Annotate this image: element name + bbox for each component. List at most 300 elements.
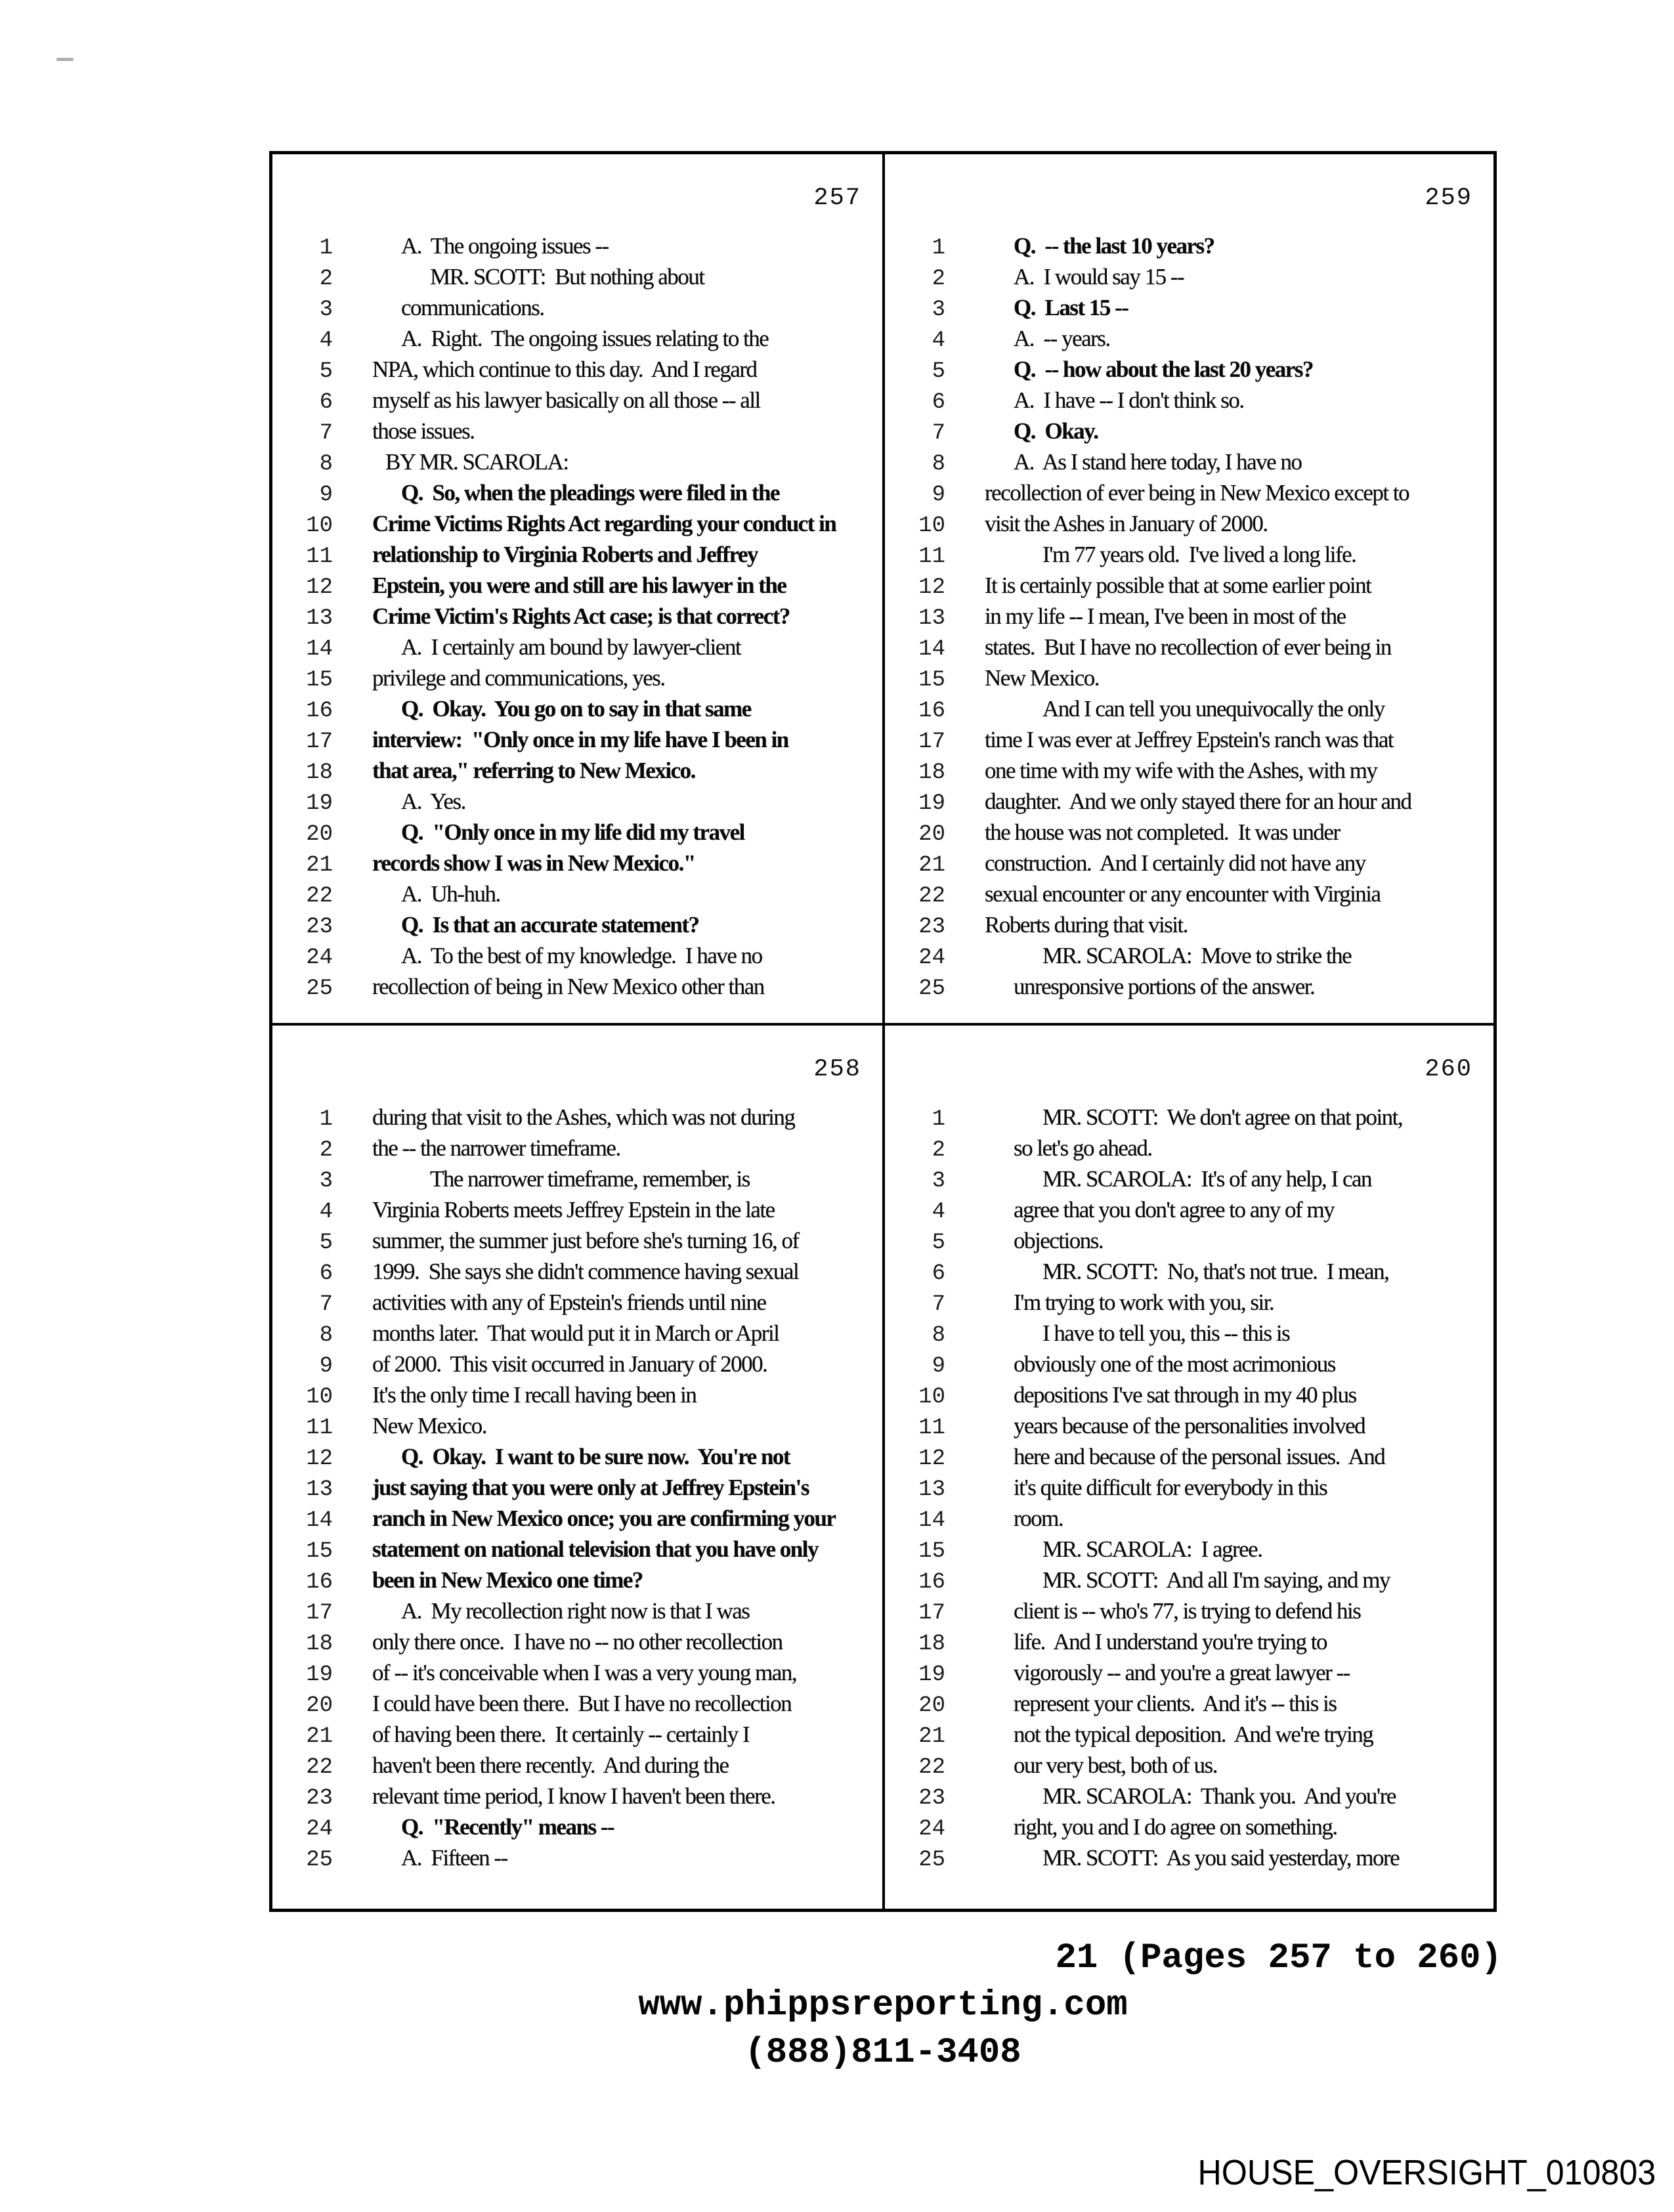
transcript-line [885, 1752, 1493, 1783]
transcript-line [272, 850, 882, 881]
line-text: Crime Victim's Rights Act case; is that correct? [372, 603, 790, 629]
line-text: It is certainly possible that at some earlier point [985, 573, 1371, 598]
line-text: A. Yes. [401, 789, 465, 814]
line-text: obviously one of the most acrimonious [1014, 1351, 1335, 1377]
line-text: A. -- years. [1014, 326, 1110, 351]
transcript-line [885, 1814, 1493, 1845]
line-number: 8 [932, 452, 945, 477]
transcript-line [272, 264, 882, 295]
line-text: I could have been there. But I have no recollection [372, 1691, 792, 1716]
transcript-line [272, 1382, 882, 1413]
line-text: MR. SCOTT: No, that's not true. I mean, [1042, 1259, 1389, 1284]
line-number: 24 [306, 945, 333, 970]
transcript-line [272, 1845, 882, 1876]
transcript-line [885, 1629, 1493, 1660]
line-number: 13 [306, 1477, 333, 1502]
scan-artifact-mark [56, 58, 74, 61]
transcript-line [885, 1382, 1493, 1413]
line-text: I'm 77 years old. I've lived a long life. [1042, 542, 1356, 567]
line-text: Epstein, you were and still are his lawyer in the [372, 573, 786, 598]
line-text: MR. SCOTT: And all I'm saying, and my [1042, 1567, 1390, 1593]
transcript-line [885, 696, 1493, 727]
transcript-line [885, 1197, 1493, 1228]
line-number: 23 [918, 915, 945, 940]
line-number: 11 [918, 1416, 945, 1441]
transcript-line [885, 727, 1493, 758]
transcript-line [885, 1845, 1493, 1876]
transcript-line [885, 850, 1493, 881]
transcript-line [272, 1783, 882, 1814]
line-number: 17 [918, 1601, 945, 1626]
transcript-line [272, 974, 882, 1005]
line-number: 9 [932, 1354, 945, 1379]
line-number: 1 [319, 1107, 333, 1132]
line-text: of having been there. It certainly -- certainly I [372, 1722, 750, 1747]
line-number: 25 [918, 1848, 945, 1873]
line-text: here and because of the personal issues. And [1014, 1444, 1385, 1469]
line-text: Q. "Recently" means -- [401, 1814, 614, 1840]
transcript-four-up-grid [269, 151, 1497, 1912]
transcript-line [272, 1691, 882, 1722]
line-text: records show I was in New Mexico." [372, 850, 695, 876]
transcript-line [272, 326, 882, 357]
line-text: A. To the best of my knowledge. I have no [401, 943, 762, 968]
transcript-line [885, 1228, 1493, 1259]
line-number: 7 [319, 1292, 333, 1317]
line-number: 5 [932, 1230, 945, 1255]
line-number: 2 [932, 1138, 945, 1163]
line-number: 10 [306, 1385, 333, 1410]
line-text: A. I have -- I don't think so. [1014, 387, 1244, 413]
line-number: 16 [918, 1570, 945, 1595]
line-text: states. But I have no recollection of ever being in [985, 634, 1391, 660]
line-text: vigorously -- and you're a great lawyer -- [1014, 1660, 1350, 1685]
transcript-line [885, 264, 1493, 295]
line-text: A. Right. The ongoing issues relating to the [401, 326, 769, 351]
line-text: Q. -- how about the last 20 years? [1014, 357, 1313, 382]
transcript-line [272, 573, 882, 603]
line-number: 7 [932, 1292, 945, 1317]
bates-stamp: HOUSE_OVERSIGHT_010803 [1197, 2153, 1656, 2192]
line-number: 10 [918, 1385, 945, 1410]
transcript-line [885, 758, 1493, 789]
line-number: 20 [306, 822, 333, 847]
line-number: 24 [306, 1817, 333, 1842]
transcript-line [885, 326, 1493, 357]
line-text: client is -- who's 77, is trying to defend his [1014, 1598, 1361, 1624]
transcript-line [272, 1259, 882, 1290]
line-number: 12 [918, 575, 945, 600]
line-number: 3 [932, 1169, 945, 1194]
line-text: Q. -- the last 10 years? [1014, 233, 1214, 259]
line-number: 1 [932, 1107, 945, 1132]
transcript-line [885, 819, 1493, 850]
page-lines [885, 1104, 1493, 1876]
line-number: 6 [932, 390, 945, 415]
transcript-line [885, 480, 1493, 511]
line-text: so let's go ahead. [1014, 1135, 1152, 1161]
line-text: New Mexico. [372, 1413, 487, 1439]
line-number: 12 [918, 1446, 945, 1471]
footer-page-range: 21 (Pages 257 to 260) [1055, 1938, 1502, 1978]
transcript-line [272, 1228, 882, 1259]
line-number: 19 [918, 791, 945, 816]
line-text: MR. SCAROLA: It's of any help, I can [1042, 1166, 1372, 1192]
line-number: 24 [918, 945, 945, 970]
line-text: the -- the narrower timeframe. [372, 1135, 620, 1161]
transcript-line [272, 511, 882, 542]
transcript-line [885, 233, 1493, 264]
line-number: 2 [319, 1138, 333, 1163]
line-text: years because of the personalities involved [1014, 1413, 1365, 1439]
line-text: privilege and communications, yes. [372, 665, 665, 691]
transcript-line [272, 1567, 882, 1598]
transcript-line [885, 974, 1493, 1005]
line-number: 17 [306, 1601, 333, 1626]
line-number: 21 [306, 1724, 333, 1749]
page-lines [272, 233, 882, 1005]
line-number: 20 [918, 1693, 945, 1718]
page-lines [272, 1104, 882, 1876]
line-number: 19 [918, 1662, 945, 1687]
line-text: in my life -- I mean, I've been in most of the [985, 603, 1346, 629]
line-number: 4 [932, 1200, 945, 1225]
line-text: MR. SCAROLA: Thank you. And you're [1042, 1783, 1396, 1809]
line-text: during that visit to the Ashes, which was not during [372, 1104, 795, 1130]
line-text: Q. "Only once in my life did my travel [401, 819, 744, 845]
line-text: recollection of ever being in New Mexico except to [985, 480, 1409, 506]
line-text: life. And I understand you're trying to [1014, 1629, 1327, 1655]
line-text: MR. SCOTT: We don't agree on that point, [1042, 1104, 1403, 1130]
line-text: It's the only time I recall having been in [372, 1382, 697, 1408]
line-text: Q. Okay. You go on to say in that same [401, 696, 751, 722]
line-text: relationship to Virginia Roberts and Jeffrey [372, 542, 758, 567]
transcript-line [885, 1536, 1493, 1567]
transcript-line [885, 542, 1493, 573]
transcript-page-257 [272, 154, 885, 1026]
line-number: 22 [918, 1755, 945, 1780]
line-text: A. I would say 15 -- [1014, 264, 1184, 290]
line-number: 9 [319, 1354, 333, 1379]
transcript-line [885, 1320, 1493, 1351]
line-number: 14 [306, 637, 333, 662]
line-number: 4 [319, 1200, 333, 1225]
line-number: 21 [918, 1724, 945, 1749]
line-text: activities with any of Epstein's friends until nine [372, 1290, 766, 1315]
line-number: 18 [918, 760, 945, 785]
line-number: 22 [306, 1755, 333, 1780]
transcript-line [272, 665, 882, 696]
transcript-line [885, 1259, 1493, 1290]
transcript-line [272, 943, 882, 974]
transcript-line [272, 1166, 882, 1197]
line-number: 15 [306, 1539, 333, 1564]
line-text: Q. Is that an accurate statement? [401, 912, 699, 938]
line-number: 15 [306, 668, 333, 693]
transcript-line [885, 943, 1493, 974]
line-number: 16 [918, 699, 945, 724]
transcript-line [885, 665, 1493, 696]
line-text: of 2000. This visit occurred in January of 2000. [372, 1351, 767, 1377]
line-number: 4 [319, 328, 333, 353]
line-number: 4 [932, 328, 945, 353]
transcript-line [272, 295, 882, 326]
line-number: 19 [306, 791, 333, 816]
transcript-line [272, 1660, 882, 1691]
line-text: objections. [1014, 1228, 1104, 1253]
line-number: 14 [918, 1508, 945, 1533]
line-number: 14 [306, 1508, 333, 1533]
line-number: 3 [319, 1169, 333, 1194]
line-number: 9 [319, 483, 333, 508]
line-number: 18 [306, 1632, 333, 1657]
line-text: I have to tell you, this -- this is [1042, 1320, 1290, 1346]
transcript-line [885, 1783, 1493, 1814]
transcript-line [885, 881, 1493, 912]
line-text: not the typical deposition. And we're trying [1014, 1722, 1373, 1747]
line-number: 12 [306, 575, 333, 600]
transcript-line [272, 480, 882, 511]
transcript-line [272, 696, 882, 727]
line-number: 23 [306, 1786, 333, 1811]
line-text: interview: "Only once in my life have I been in [372, 727, 788, 752]
line-text: agree that you don't agree to any of my [1014, 1197, 1335, 1223]
transcript-line [885, 1166, 1493, 1197]
line-number: 20 [918, 822, 945, 847]
line-number: 21 [918, 853, 945, 878]
line-text: time I was ever at Jeffrey Epstein's ranch was that [985, 727, 1394, 752]
line-number: 18 [306, 760, 333, 785]
line-text: unresponsive portions of the answer. [1014, 974, 1315, 999]
transcript-line [885, 1290, 1493, 1320]
transcript-line [885, 1660, 1493, 1691]
transcript-line [272, 1197, 882, 1228]
line-text: NPA, which continue to this day. And I regard [372, 357, 757, 382]
page-number: 259 [1425, 184, 1472, 212]
transcript-line [885, 912, 1493, 943]
transcript-line [272, 357, 882, 387]
transcript-line [272, 819, 882, 850]
line-text: statement on national television that you have only [372, 1536, 818, 1562]
page-number: 258 [813, 1056, 861, 1083]
transcript-line [885, 1722, 1493, 1752]
line-number: 10 [306, 513, 333, 538]
line-text: Q. Last 15 -- [1014, 295, 1128, 320]
line-text: Virginia Roberts meets Jeffrey Epstein in the late [372, 1197, 775, 1223]
line-text: A. I certainly am bound by lawyer-client [401, 634, 741, 660]
line-text: 1999. She says she didn't commence having sexual [372, 1259, 799, 1284]
line-text: The narrower timeframe, remember, is [430, 1166, 750, 1192]
transcript-line [885, 1135, 1493, 1166]
line-number: 3 [319, 297, 333, 322]
transcript-line [272, 1722, 882, 1752]
line-text: that area," referring to New Mexico. [372, 758, 695, 783]
line-text: the house was not completed. It was under [985, 819, 1340, 845]
line-text: communications. [401, 295, 544, 320]
line-text: BY MR. SCAROLA: [385, 449, 569, 475]
line-text: And I can tell you unequivocally the only [1042, 696, 1384, 722]
line-number: 18 [918, 1632, 945, 1657]
transcript-line [885, 418, 1493, 449]
transcript-line [885, 634, 1493, 665]
line-number: 22 [306, 884, 333, 909]
line-text: been in New Mexico one time? [372, 1567, 643, 1593]
line-number: 2 [932, 267, 945, 292]
line-text: A. As I stand here today, I have no [1014, 449, 1302, 475]
transcript-line [885, 1413, 1493, 1444]
line-number: 8 [319, 452, 333, 477]
transcript-line [272, 1506, 882, 1536]
page-number: 257 [813, 184, 861, 212]
line-text: haven't been there recently. And during the [372, 1752, 729, 1778]
line-number: 6 [319, 390, 333, 415]
transcript-line [885, 449, 1493, 480]
line-text: New Mexico. [985, 665, 1100, 691]
line-number: 13 [306, 606, 333, 631]
transcript-line [885, 1104, 1493, 1135]
line-number: 11 [918, 544, 945, 569]
transcript-line [272, 789, 882, 819]
line-text: A. Uh-huh. [401, 881, 500, 907]
transcript-line [272, 1413, 882, 1444]
transcript-line [885, 1351, 1493, 1382]
transcript-line [272, 727, 882, 758]
transcript-line [885, 511, 1493, 542]
transcript-line [885, 603, 1493, 634]
transcript-line [272, 418, 882, 449]
transcript-line [272, 881, 882, 912]
line-number: 11 [306, 1416, 333, 1441]
line-number: 13 [918, 606, 945, 631]
line-text: MR. SCOTT: But nothing about [430, 264, 704, 290]
transcript-line [885, 295, 1493, 326]
transcript-page-258 [272, 1026, 885, 1909]
line-text: room. [1014, 1506, 1063, 1531]
line-number: 3 [932, 297, 945, 322]
line-number: 20 [306, 1693, 333, 1718]
line-number: 13 [918, 1477, 945, 1502]
transcript-line [272, 1475, 882, 1506]
line-text: one time with my wife with the Ashes, with my [985, 758, 1377, 783]
line-number: 8 [932, 1323, 945, 1348]
transcript-page-259 [885, 154, 1493, 1026]
transcript-line [885, 1567, 1493, 1598]
transcript-page-260 [885, 1026, 1493, 1909]
line-number: 24 [918, 1817, 945, 1842]
transcript-line [885, 1444, 1493, 1475]
line-text: Roberts during that visit. [985, 912, 1188, 938]
line-text: Q. Okay. [1014, 418, 1098, 444]
page-lines [885, 233, 1493, 1005]
reporting-phone: (888)811-3408 [744, 2033, 1021, 2073]
line-text: our very best, both of us. [1014, 1752, 1217, 1778]
line-number: 25 [306, 976, 333, 1001]
line-text: of -- it's conceivable when I was a very young man, [372, 1660, 797, 1685]
line-number: 5 [319, 1230, 333, 1255]
line-text: summer, the summer just before she's turning 16, of [372, 1228, 799, 1253]
line-text: only there once. I have no -- no other recollection [372, 1629, 783, 1655]
line-number: 9 [932, 483, 945, 508]
line-text: A. My recollection right now is that I was [401, 1598, 750, 1624]
line-text: MR. SCAROLA: Move to strike the [1042, 943, 1352, 968]
line-text: I'm trying to work with you, sir. [1014, 1290, 1274, 1315]
line-number: 17 [306, 729, 333, 754]
reporting-website: www.phippsreporting.com [638, 1985, 1128, 2026]
transcript-line [885, 1506, 1493, 1536]
transcript-line [272, 1104, 882, 1135]
line-number: 17 [918, 729, 945, 754]
transcript-line [272, 634, 882, 665]
line-number: 21 [306, 853, 333, 878]
line-number: 15 [918, 668, 945, 693]
transcript-line [272, 1351, 882, 1382]
line-text: represent your clients. And it's -- this is [1014, 1691, 1337, 1716]
line-text: Crime Victims Rights Act regarding your conduct in [372, 511, 836, 536]
line-text: recollection of being in New Mexico other than [372, 974, 764, 999]
line-text: it's quite difficult for everybody in this [1014, 1475, 1327, 1500]
transcript-line [272, 1598, 882, 1629]
line-number: 7 [932, 421, 945, 446]
line-text: sexual encounter or any encounter with Virginia [985, 881, 1381, 907]
line-text: daughter. And we only stayed there for an hour and [985, 789, 1411, 814]
transcript-line [272, 758, 882, 789]
line-text: A. Fifteen -- [401, 1845, 507, 1871]
line-number: 25 [306, 1848, 333, 1873]
line-number: 1 [319, 236, 333, 261]
transcript-line [885, 573, 1493, 603]
transcript-line [272, 449, 882, 480]
line-number: 16 [306, 1570, 333, 1595]
transcript-line [272, 1629, 882, 1660]
line-text: Q. So, when the pleadings were filed in the [401, 480, 780, 506]
transcript-line [272, 1290, 882, 1320]
transcript-line [272, 233, 882, 264]
line-number: 23 [306, 915, 333, 940]
line-number: 22 [918, 884, 945, 909]
transcript-line [272, 1536, 882, 1567]
transcript-line [272, 542, 882, 573]
line-text: MR. SCAROLA: I agree. [1042, 1536, 1262, 1562]
line-number: 5 [319, 359, 333, 384]
line-number: 12 [306, 1446, 333, 1471]
transcript-line [272, 1814, 882, 1845]
transcript-line [885, 1475, 1493, 1506]
line-text: ranch in New Mexico once; you are confirming your [372, 1506, 836, 1531]
transcript-line [885, 387, 1493, 418]
transcript-line [272, 603, 882, 634]
transcript-line [885, 789, 1493, 819]
line-text: right, you and I do agree on something. [1014, 1814, 1337, 1840]
line-number: 11 [306, 544, 333, 569]
line-text: relevant time period, I know I haven't been there. [372, 1783, 775, 1809]
line-text: MR. SCOTT: As you said yesterday, more [1042, 1845, 1400, 1871]
line-text: just saying that you were only at Jeffrey Epstein's [372, 1475, 809, 1500]
line-text: Q. Okay. I want to be sure now. You're not [401, 1444, 790, 1469]
transcript-line [272, 1135, 882, 1166]
line-text: those issues. [372, 418, 475, 444]
line-number: 15 [918, 1539, 945, 1564]
page-number: 260 [1425, 1056, 1472, 1083]
line-text: construction. And I certainly did not have any [985, 850, 1365, 876]
line-number: 23 [918, 1786, 945, 1811]
line-text: visit the Ashes in January of 2000. [985, 511, 1268, 536]
transcript-line [885, 357, 1493, 387]
line-number: 6 [932, 1261, 945, 1286]
line-number: 2 [319, 267, 333, 292]
line-text: A. The ongoing issues -- [401, 233, 609, 259]
line-text: depositions I've sat through in my 40 plus [1014, 1382, 1356, 1408]
transcript-line [272, 1444, 882, 1475]
